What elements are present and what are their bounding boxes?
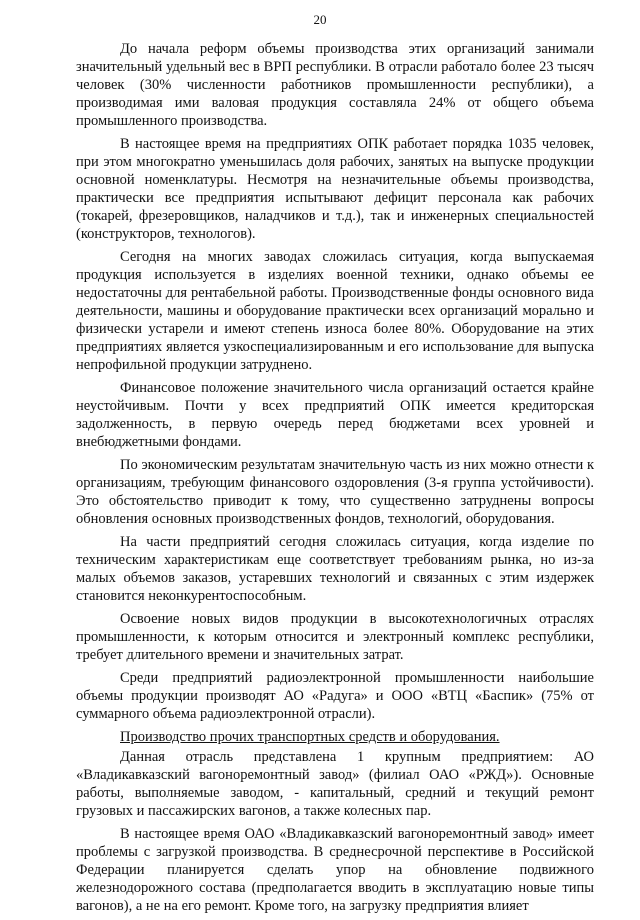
paragraph-plant-situation: Сегодня на многих заводах сложилась ситуация, когда выпускаемая продукция используется в изделиях военной техники, однако объемы ее недостаточны для рентабельной работы. Производственные фонды основного вида деятельности, машины и оборудование практически всех организаций морально и физически устарели и имеют степень износа более 80%. Оборудование на этих предприятиях является узкоспециализированным и его использование для выпуска непрофильной продукции затруднено. (76, 249, 594, 373)
paragraph-financial-position: Финансовое положение значительного числа организаций остается крайне неустойчивым. Почти у всех предприятий ОПК имеется кредиторская задолженность, в первую очередь перед бюджетами всех уровней и внебюджетными фондами. (76, 380, 594, 450)
paragraph-wagon-plant: Данная отрасль представлена 1 крупным предприятием: АО «Владикавказский вагоноремонтный завод» (филиал ОАО «РЖД»). Основные работы, выполняемые заводом, - капитальный, средний и текущий ремонт грузовых и пассажирских вагонов, а также колесных пар. (76, 749, 594, 819)
page-number: 20 (313, 12, 327, 27)
paragraph-production-load: В настоящее время ОАО «Владикавказский вагоноремонтный завод» имеет проблемы с загрузкой производства. В среднесрочной перспективе в Российской Федерации планируется сделать упор на обновление подвижного железнодорожного состава (предполагается вводить в эксплуатацию новые типы вагонов), а не на его ремонт. Кроме того, на загрузку предприятия влияет (76, 826, 594, 914)
paragraph-opk-staff: В настоящее время на предприятиях ОПК работает порядка 1035 человек, при этом многократно уменьшилась доля рабочих, занятых на выпуске продукции основной номенклатуры. Несмотря на незначительные объемы производства, практически все предприятия испытывают дефицит персонала как рабочих (токарей, фрезеровщиков, наладчиков и т.д.), так и инженерных специальностей (конструкторов, технологов). (76, 136, 594, 242)
paragraph-radioelectronics: Среди предприятий радиоэлектронной промышленности наибольшие объемы продукции производят АО «Радуга» и ООО «ВТЦ «Баспик» (75% от суммарного объема радиоэлектронной отрасли). (76, 670, 594, 722)
paragraph-economic-results: По экономическим результатам значительную часть из них можно отнести к организациям, требующим финансового оздоровления (3-я группа устойчивости). Это обстоятельство приводит к тому, что существенно затруднены вопросы обновления основных производственных фондов, технологий, оборудования. (76, 457, 594, 527)
paragraph-reform-volumes: До начала реформ объемы производства этих организаций занимали значительный удельный вес в ВРП республики. В отрасли работало более 23 тысяч человек (30% численности работников промышленности республики), а производимая ими валовая продукция составляла 24% от общего объема промышленного производства. (76, 41, 594, 129)
section-heading-transport: Производство прочих транспортных средств и оборудования. (120, 729, 500, 745)
paragraph-new-products: Освоение новых видов продукции в высокотехнологичных отраслях промышленности, к которым относится и электронный комплекс республики, требует длительного времени и значительных затрат. (76, 611, 594, 663)
paragraph-competitiveness: На части предприятий сегодня сложилась ситуация, когда изделие по техническим характеристикам еще соответствует требованиям рынка, но из-за малых объемов заказов, устаревших технологий и связанных с этим издержек становится неконкурентоспособным. (76, 534, 594, 604)
document-body (76, 40, 594, 920)
